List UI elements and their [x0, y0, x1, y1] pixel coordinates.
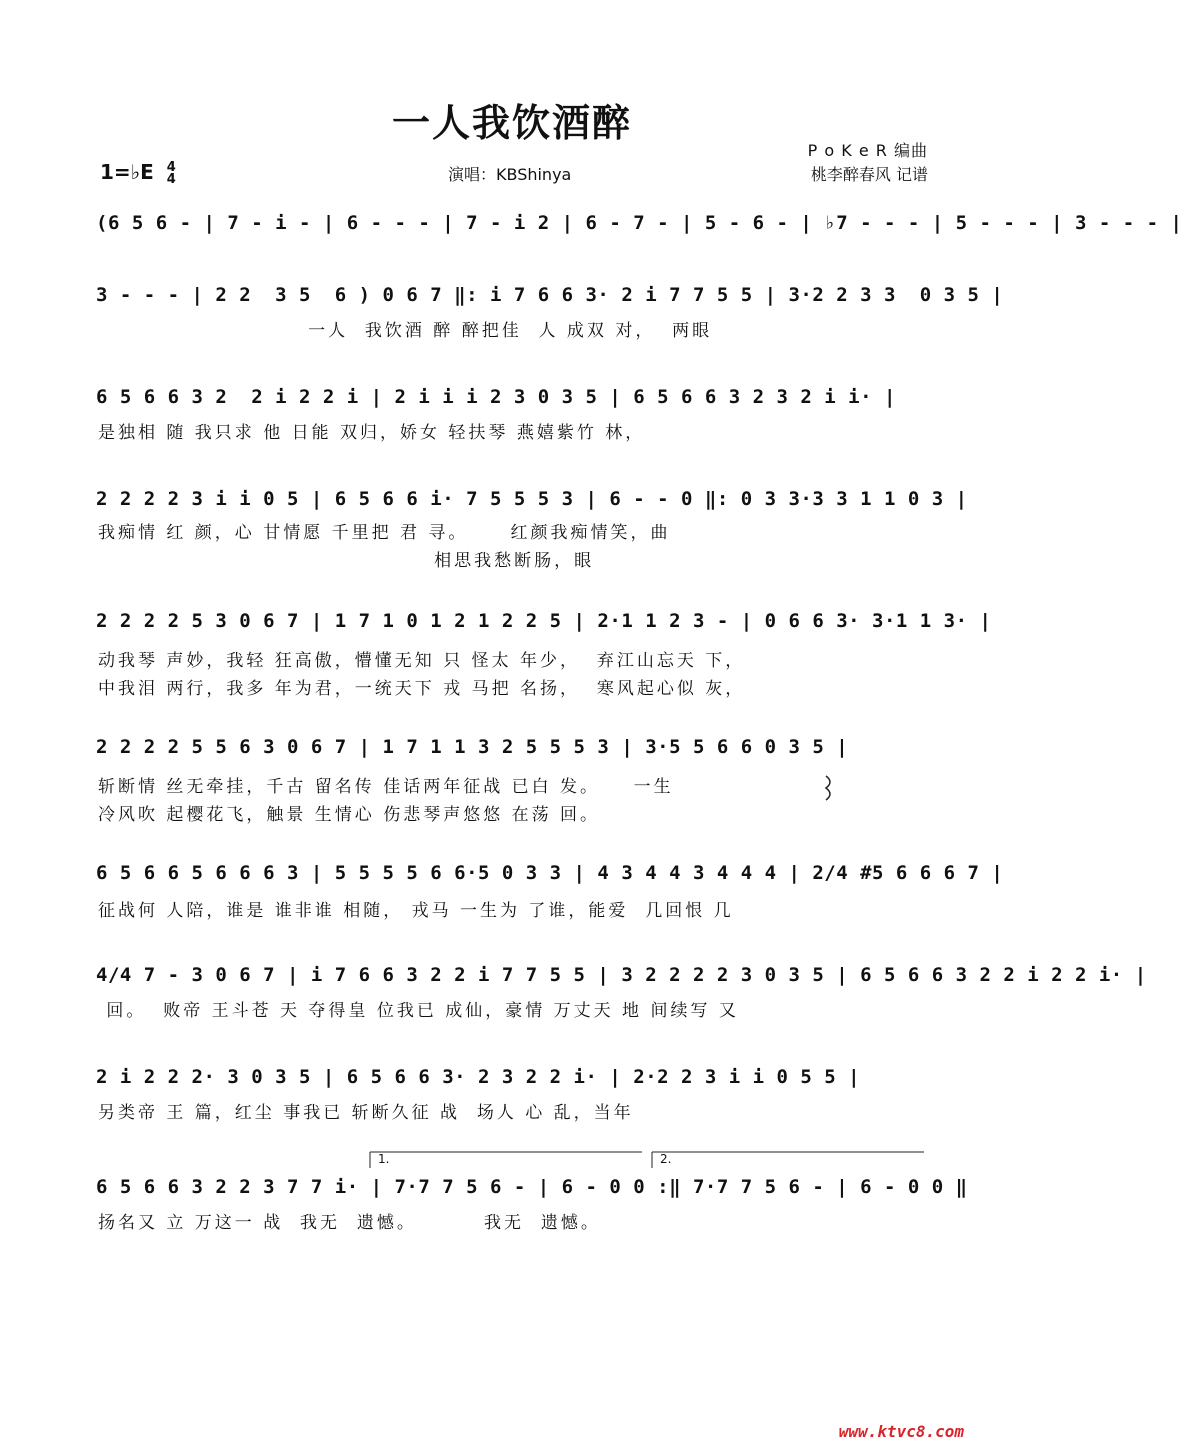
site-watermark: www.ktvc8.com [838, 1422, 964, 1441]
key-signature [100, 160, 176, 186]
notation-row-1: (6 5 6 - | 7 - i - | 6 - - - | 7 - i 2 | 6 - 7 - | 5 - 6 - | ♭7 - - - | 5 - - - | 3 - - - | [96, 212, 1182, 234]
song-title: 一人我饮酒醉 [391, 100, 632, 145]
time-numerator: 4 [166, 159, 176, 175]
notation-row-6: 2 2 2 2 5 5 6 3 0 6 7 | 1 7 1 1 3 2 5 5 5 3 | 3·5 5 6 6 0 3 5 | [96, 736, 849, 758]
lyric-row-2: 一人 我饮酒 醉 醉把佳 人 成双 对， 两眼 [98, 321, 713, 341]
lyric-row-7: 征战何 人陪，谁是 谁非谁 相随， 戎马 一生为 了谁，能爱 几回恨 几 [98, 901, 734, 921]
notator-credit: 桃李醉春风 记谱 [810, 165, 928, 184]
lyric-row-9: 另类帝 王 篇，红尘 事我已 斩断久征 战 场人 心 乱，当年 [98, 1103, 634, 1123]
lyric-row-6b: 冷风吹 起樱花飞，触景 生情心 伤悲琴声悠悠 在荡 回。 [98, 805, 601, 825]
notation-row-7: 6 5 6 6 5 6 6 6 3 | 5 5 5 5 6 6·5 0 3 3 | 4 3 4 4 3 4 4 4 | 2/4 #5 6 6 6 7 | [96, 862, 1004, 884]
first-ending-label: 1. [378, 1152, 390, 1166]
time-denominator: 4 [166, 171, 176, 187]
key-label: 1=♭E [100, 160, 154, 184]
notation-row-10: 6 5 6 6 3 2 2 3 7 7 i· | 7·7 7 5 6 - | 6 - 0 0 :‖ 7·7 7 5 6 - | 6 - 0 0 ‖ [96, 1176, 968, 1198]
notation-row-3: 6 5 6 6 3 2 2 i 2 2 i | 2 i i i 2 3 0 3 5 | 6 5 6 6 3 2 3 2 i i· | [96, 386, 896, 408]
lyric-row-4b: 相思我愁断肠，眼 [98, 551, 595, 571]
lyric-row-5b: 中我泪 两行，我多 年为君，一统天下 戎 马把 名扬， 寒风起心似 灰， [98, 679, 746, 699]
lyric-row-10: 扬名又 立 万这一 战 我无 遗憾。 我无 遗憾。 [98, 1213, 601, 1233]
notation-row-4: 2 2 2 2 3 i i 0 5 | 6 5 6 6 i· 7 5 5 5 3 | 6 - - 0 ‖: 0 3 3·3 3 1 1 0 3 | [96, 488, 968, 510]
notation-row-9: 2 i 2 2 2· 3 0 3 5 | 6 5 6 6 3· 2 3 2 2 i· | 2·2 2 3 i i 0 5 5 | [96, 1066, 861, 1088]
second-ending-label: 2. [660, 1152, 672, 1166]
time-signature [166, 159, 176, 187]
singer-credit: 演唱：KBShinya [448, 165, 572, 184]
notation-row-5: 2 2 2 2 5 3 0 6 7 | 1 7 1 0 1 2 1 2 2 5 | 2·1 1 2 3 - | 0 6 6 3· 3·1 1 3· | [96, 610, 992, 632]
notation-row-2: 3 - - - | 2 2 3 5 6 ) 0 6 7 ‖: i 7 6 6 3· 2 i 7 7 5 5 | 3·2 2 3 3 0 3 5 | [96, 284, 1004, 306]
notation-row-8: 4/4 7 - 3 0 6 7 | i 7 6 6 3 2 2 i 7 7 5 5 | 3 2 2 2 2 3 0 3 5 | 6 5 6 6 3 2 2 i 2 2 i· | [96, 964, 1147, 986]
composer-credit: P o K e R 编曲 [807, 141, 928, 160]
lyric-row-3: 是独相 随 我只求 他 日能 双归，娇女 轻扶琴 燕嬉紫竹 林， [98, 423, 646, 443]
lyric-row-4a: 我痴情 红 颜，心 甘情愿 千里把 君 寻。 红颜我痴情笑，曲 [98, 523, 671, 543]
lyric-row-6a: 斩断情 丝无牵挂，千古 留名传 佳话两年征战 已白 发。 一生 [98, 777, 674, 797]
lyric-row-8: 回。 败帝 王斗苍 天 夺得皇 位我已 成仙，豪情 万丈天 地 间续写 又 [98, 1001, 739, 1021]
lyric-row-5a: 动我琴 声妙，我轻 狂高傲，懵懂无知 只 怪太 年少， 弃江山忘天 下， [98, 651, 746, 671]
